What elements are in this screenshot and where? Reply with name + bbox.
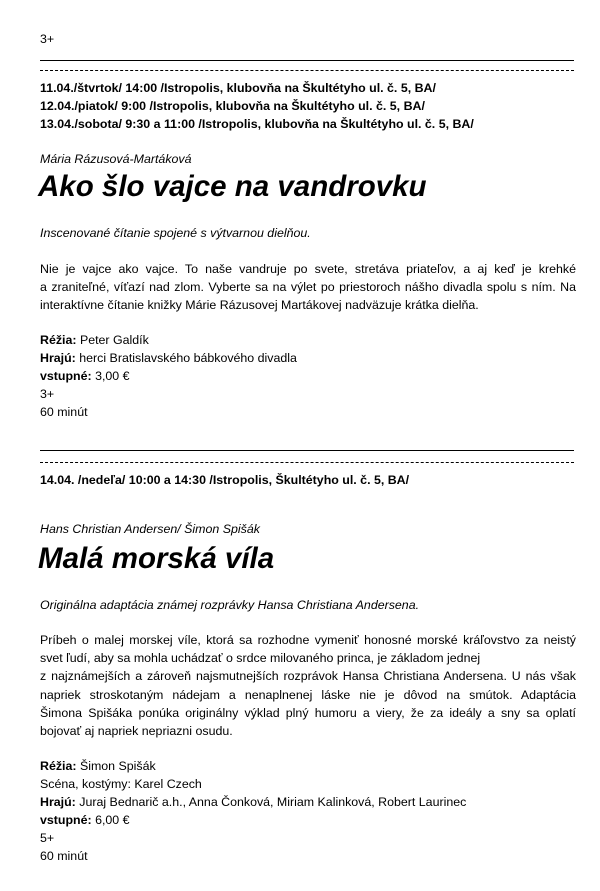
director-value: Peter Galdík [76, 333, 149, 347]
show-description [40, 631, 576, 740]
price-label: vstupné: [40, 369, 92, 383]
director-label: Réžia: [40, 759, 77, 773]
director-label: Réžia: [40, 333, 77, 347]
price-value: 6,00 € [91, 813, 130, 827]
description-line: napriek stroskotaným nádejam a nenaplnenej láske nie je dôvod na smútok. Adaptácia [40, 687, 576, 702]
cast-row [40, 349, 297, 367]
divider-dashed [40, 462, 574, 463]
author: Mária Rázusová-Martáková [40, 152, 192, 166]
show-description [40, 260, 576, 315]
author: Hans Christian Andersen/ Šimon Spišák [40, 522, 260, 536]
set-costumes: Scéna, kostýmy: Karel Czech [40, 777, 202, 791]
event-date-2: 12.04./piatok/ 9:00 /Istropolis, klubovňa na Škultétyho ul. č. 5, BA/ [40, 99, 425, 113]
cast-label: Hrajú: [40, 351, 76, 365]
price-row [40, 367, 130, 385]
divider-dashed [40, 70, 574, 71]
description-line: z najznámejších a zároveň najsmutnejších rozprávok Hansa Christiana Andersena. U nás však [40, 669, 576, 684]
price-label: vstupné: [40, 813, 92, 827]
top-age-rating: 3+ [40, 32, 55, 46]
duration: 60 minút [40, 405, 88, 419]
cast-row [40, 793, 466, 811]
price-value: 3,00 € [91, 369, 130, 383]
divider-solid [40, 450, 574, 451]
cast-label: Hrajú: [40, 795, 76, 809]
event-date-3: 13.04./sobota/ 9:30 a 11:00 /Istropolis, klubovňa na Škultétyho ul. č. 5, BA/ [40, 117, 474, 131]
duration: 60 minút [40, 849, 88, 863]
director-row [40, 331, 149, 349]
show-subtitle: Inscenované čítanie spojené s výtvarnou dielňou. [40, 226, 311, 240]
age-rating: 5+ [40, 831, 55, 845]
description-line: bojovať aj napriek nepriazni osudu. [40, 723, 233, 738]
event-date-1: 11.04./štvrtok/ 14:00 /Istropolis, klubovňa na Škultétyho ul. č. 5, BA/ [40, 81, 436, 95]
director-row [40, 757, 156, 775]
show-subtitle: Originálna adaptácia známej rozprávky Hansa Christiana Andersena. [40, 598, 420, 612]
description-line: interaktívne čítanie knižky Márie Rázusovej Martákovej nadväzuje krátka dielňa. [40, 298, 479, 313]
cast-value: herci Bratislavského bábkového divadla [75, 351, 297, 365]
age-rating: 3+ [40, 387, 55, 401]
description-line: Nie je vajce ako vajce. To naše vandruje po svete, stretáva priateľov, a aj keď je krehké [40, 262, 576, 276]
description-line: Príbeh o malej morskej víle, ktorá sa rozhodne vymeniť honosné morské kráľovstvo za neistý [40, 633, 576, 647]
cast-value: Juraj Bednarič a.h., Anna Čonková, Miriam Kalinková, Robert Laurinec [75, 795, 467, 809]
price-row [40, 811, 130, 829]
director-value: Šimon Spišák [76, 759, 156, 773]
show-title: Ako šlo vajce na vandrovku [38, 170, 427, 203]
divider-solid [40, 60, 574, 61]
description-line: svet ľudí, aby sa mohla uchádzať o srdce milovaného princa, je základom jednej [40, 651, 481, 666]
description-line: a zraniteľné, víťazí nad zlom. Vyberte sa na výlet po priestoroch nášho divadla spolu s ním. Na [40, 280, 576, 295]
event-date: 14.04. /nedeľa/ 10:00 a 14:30 /Istropolis, Škultétyho ul. č. 5, BA/ [40, 473, 410, 487]
description-line: Šimona Spišáka ponúka originálny výklad plný humoru a viery, že za ideály a sny sa oplatí [40, 705, 576, 720]
show-title: Malá morská víla [38, 542, 275, 575]
